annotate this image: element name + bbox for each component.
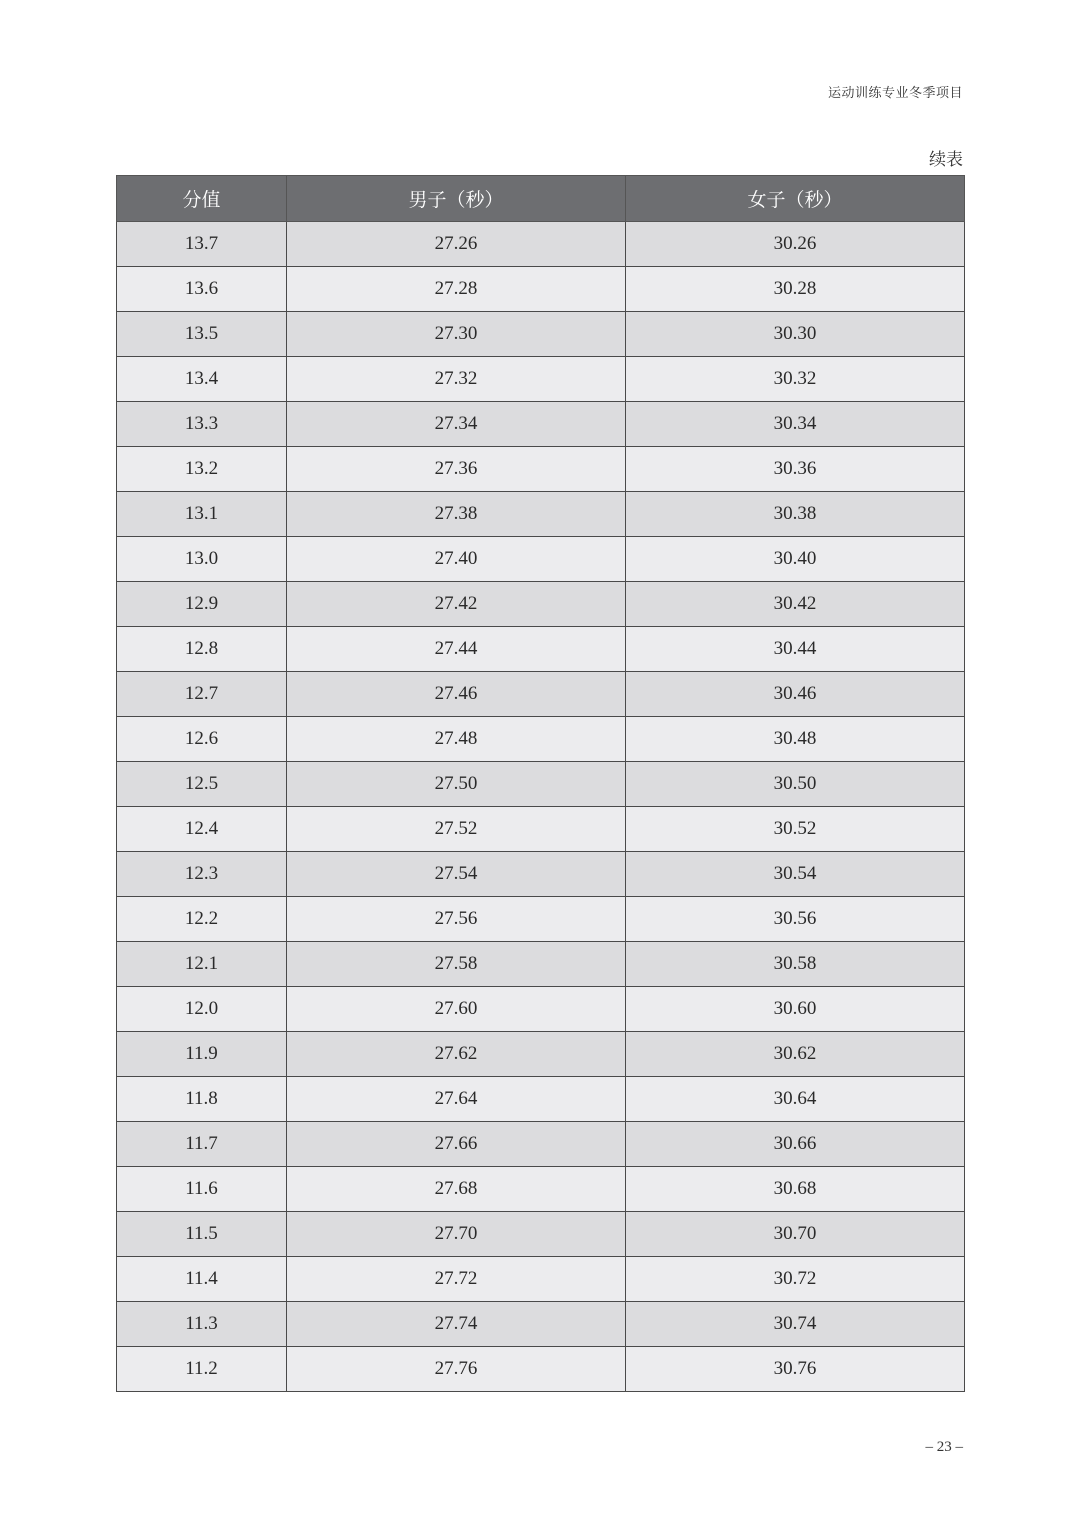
table-row [117,267,965,312]
cell-women-time: 30.32 [626,357,965,402]
cell-score: 12.0 [117,987,287,1032]
score-table [116,175,965,1392]
cell-score: 11.5 [117,1212,287,1257]
cell-score: 13.7 [117,222,287,267]
cell-score: 11.3 [117,1302,287,1347]
cell-men-time: 27.36 [287,447,626,492]
table-row [117,672,965,717]
table-row [117,1167,965,1212]
table-row [117,807,965,852]
cell-women-time: 30.34 [626,402,965,447]
cell-women-time: 30.26 [626,222,965,267]
cell-men-time: 27.26 [287,222,626,267]
cell-men-time: 27.28 [287,267,626,312]
table-row [117,357,965,402]
cell-women-time: 30.48 [626,717,965,762]
table-row [117,987,965,1032]
cell-men-time: 27.68 [287,1167,626,1212]
column-header-men: 男子（秒） [287,176,626,222]
table-row [117,942,965,987]
column-header-women: 女子（秒） [626,176,965,222]
table-row [117,1257,965,1302]
cell-men-time: 27.70 [287,1212,626,1257]
cell-score: 12.2 [117,897,287,942]
cell-women-time: 30.42 [626,582,965,627]
cell-men-time: 27.56 [287,897,626,942]
table-row [117,627,965,672]
cell-men-time: 27.74 [287,1302,626,1347]
cell-score: 13.1 [117,492,287,537]
cell-women-time: 30.40 [626,537,965,582]
cell-men-time: 27.48 [287,717,626,762]
column-header-score: 分值 [117,176,287,222]
cell-men-time: 27.34 [287,402,626,447]
cell-women-time: 30.36 [626,447,965,492]
cell-women-time: 30.66 [626,1122,965,1167]
table-row [117,447,965,492]
cell-score: 12.3 [117,852,287,897]
cell-men-time: 27.30 [287,312,626,357]
cell-score: 12.7 [117,672,287,717]
table-row [117,852,965,897]
cell-women-time: 30.74 [626,1302,965,1347]
cell-score: 13.0 [117,537,287,582]
cell-men-time: 27.60 [287,987,626,1032]
cell-women-time: 30.70 [626,1212,965,1257]
table-row [117,222,965,267]
cell-men-time: 27.72 [287,1257,626,1302]
cell-score: 13.6 [117,267,287,312]
header-row [117,176,965,222]
cell-women-time: 30.62 [626,1032,965,1077]
cell-score: 12.1 [117,942,287,987]
cell-men-time: 27.54 [287,852,626,897]
table-row [117,1212,965,1257]
cell-women-time: 30.52 [626,807,965,852]
cell-women-time: 30.38 [626,492,965,537]
cell-score: 13.2 [117,447,287,492]
cell-score: 11.8 [117,1077,287,1122]
cell-women-time: 30.56 [626,897,965,942]
cell-men-time: 27.40 [287,537,626,582]
table-body [117,222,965,1392]
cell-women-time: 30.60 [626,987,965,1032]
table-row [117,492,965,537]
cell-women-time: 30.58 [626,942,965,987]
cell-men-time: 27.42 [287,582,626,627]
table-row [117,1032,965,1077]
cell-score: 12.9 [117,582,287,627]
cell-score: 13.5 [117,312,287,357]
cell-men-time: 27.64 [287,1077,626,1122]
cell-women-time: 30.30 [626,312,965,357]
table-row [117,537,965,582]
table-row [117,897,965,942]
table-row [117,717,965,762]
table-row [117,1347,965,1392]
cell-score: 12.5 [117,762,287,807]
cell-women-time: 30.54 [626,852,965,897]
cell-men-time: 27.58 [287,942,626,987]
cell-men-time: 27.50 [287,762,626,807]
cell-women-time: 30.44 [626,627,965,672]
cell-score: 11.9 [117,1032,287,1077]
running-title: 运动训练专业冬季项目 [827,86,963,101]
cell-men-time: 27.44 [287,627,626,672]
cell-score: 12.8 [117,627,287,672]
cell-men-time: 27.32 [287,357,626,402]
cell-men-time: 27.52 [287,807,626,852]
cell-men-time: 27.76 [287,1347,626,1392]
cell-women-time: 30.76 [626,1347,965,1392]
cell-women-time: 30.28 [626,267,965,312]
cell-score: 11.7 [117,1122,287,1167]
cell-score: 11.4 [117,1257,287,1302]
cell-men-time: 27.62 [287,1032,626,1077]
cell-women-time: 30.68 [626,1167,965,1212]
cell-score: 12.6 [117,717,287,762]
cell-women-time: 30.64 [626,1077,965,1122]
table-row [117,1077,965,1122]
table-row [117,312,965,357]
cell-score: 13.4 [117,357,287,402]
cell-men-time: 27.38 [287,492,626,537]
continued-label: 续表 [929,150,963,170]
cell-score: 12.4 [117,807,287,852]
cell-score: 11.2 [117,1347,287,1392]
table-row [117,402,965,447]
cell-score: 11.6 [117,1167,287,1212]
cell-women-time: 30.72 [626,1257,965,1302]
table-row [117,582,965,627]
cell-men-time: 27.66 [287,1122,626,1167]
cell-score: 13.3 [117,402,287,447]
cell-women-time: 30.50 [626,762,965,807]
table-row [117,1302,965,1347]
table-row [117,762,965,807]
table-row [117,1122,965,1167]
page-number: – 23 – [925,1439,963,1455]
table-header [117,176,965,222]
cell-women-time: 30.46 [626,672,965,717]
cell-men-time: 27.46 [287,672,626,717]
